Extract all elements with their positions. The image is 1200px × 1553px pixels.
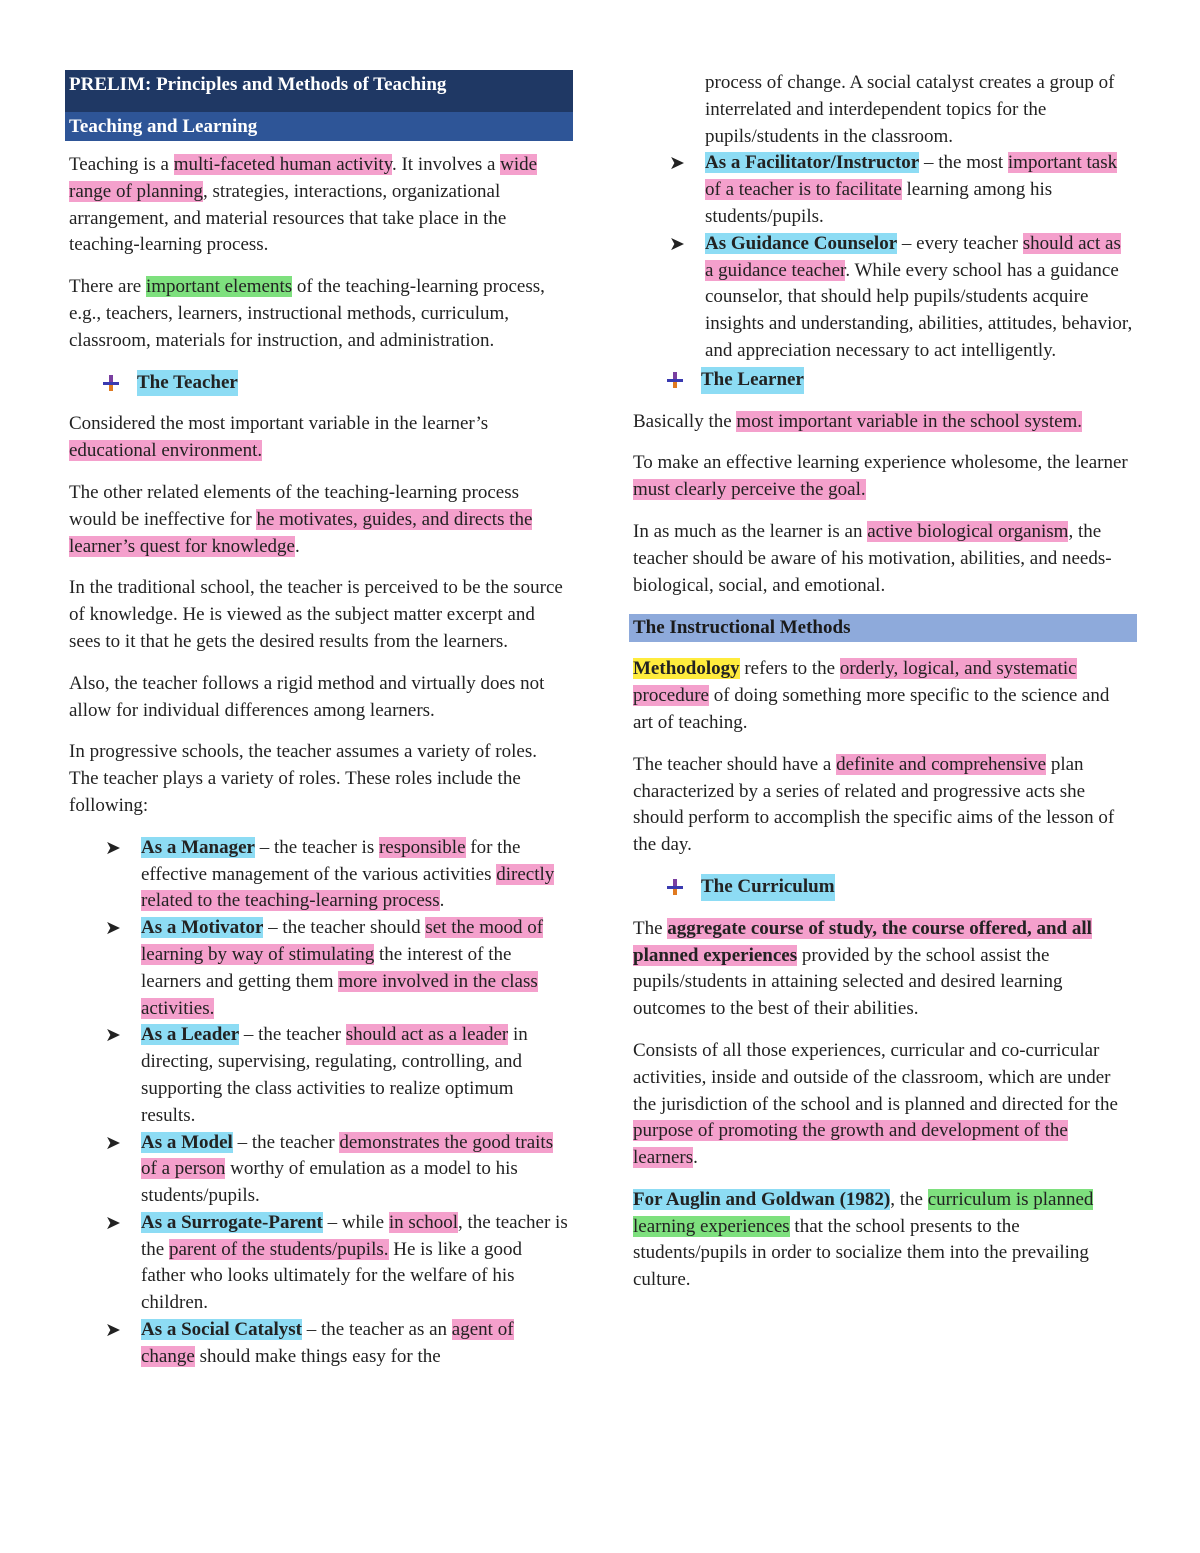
- curriculum-paragraph-1: The aggregate course of study, the course offered, and all planned experiences provided by the school assist the pupils/students in attaining selected and desired learning outcomes to the best of their abilities.: [633, 917, 1092, 1020]
- methods-paragraph-1: Methodology refers to the orderly, logical, and systematic procedure of doing something more specific to the science and art of teaching.: [633, 658, 1110, 733]
- curriculum-heading: The Curriculum: [633, 874, 1133, 901]
- intro-paragraph-1: Teaching is a multi-faceted human activity. It involves a wide range of planning, strategies, interactions, organizational arrangement, and material resources that take place in the teaching-learning process.: [69, 154, 538, 256]
- cross-bullet-icon: [667, 879, 683, 895]
- highlight: curriculum is planned learning experiences: [633, 1188, 1094, 1237]
- list-item: ➤ As a Social Catalyst – the teacher as an agent of change should make things easy for the: [105, 1319, 514, 1367]
- highlight: educational environment.: [69, 440, 263, 462]
- arrow-bullet-icon: ➤: [105, 1319, 121, 1342]
- learner-paragraph-1: Basically the most important variable in the school system.: [633, 410, 1083, 432]
- teacher-roles-list: [69, 835, 569, 1371]
- highlight: definite and comprehensive: [836, 753, 1047, 775]
- arrow-bullet-icon: ➤: [105, 836, 121, 859]
- highlight: purpose of promoting the growth and development of the learners: [633, 1120, 1068, 1169]
- social-catalyst-continued: process of change. A social catalyst creates a group of interrelated and interdependent topics for the pupils/students in the classroom.: [705, 72, 1115, 147]
- highlight: most important variable in the school system.: [736, 410, 1083, 432]
- curriculum-paragraph-3: For Auglin and Goldwan (1982), the curriculum is planned learning experiences that the school presents to the students/pupils in order to socialize them into the prevailing culture.: [633, 1188, 1094, 1291]
- teacher-paragraph-3: In the traditional school, the teacher is perceived to be the source of knowledge. He is viewed as the subject matter excerpt and sees to it that he gets the desired results from the learners.: [69, 577, 563, 652]
- highlight: aggregate course of study, the course offered, and all planned experiences: [633, 917, 1092, 966]
- list-item: ➤ As a Manager – the teacher is responsible for the effective management of the various activities directly related to the teaching-learning process.: [105, 836, 555, 912]
- arrow-bullet-icon: ➤: [105, 1211, 121, 1234]
- list-item: ➤ As a Facilitator/Instructor – the most important task of a teacher is to facilitate learning among his students/pupils.: [669, 152, 1118, 227]
- arrow-bullet-icon: ➤: [105, 1131, 121, 1154]
- list-item: ➤ As a Surrogate-Parent – while in school, the teacher is the parent of the students/pupils. He is like a good father who looks ultimately for the welfare of his children.: [105, 1211, 568, 1314]
- highlight: must clearly perceive the goal.: [633, 479, 866, 501]
- right-column: [633, 70, 1133, 1309]
- teacher-heading: The Teacher: [69, 370, 569, 397]
- instructional-methods-heading: The Instructional Methods: [629, 614, 1137, 642]
- list-item: ➤ As Guidance Counselor – every teacher should act as a guidance teacher. While every school has a guidance counselor, that should help pupils/students acquire insights and understanding, abilities, attitudes, behavior, and appreciation necessary to act intelligently.: [669, 232, 1133, 361]
- curriculum-paragraph-2: Consists of all those experiences, curricular and co-curricular activities, inside and outside of the classroom, which are under the jurisdiction of the school and is planned and directed for the purpose of promoting the growth and development of the learners.: [633, 1039, 1118, 1169]
- list-item: ➤ As a Model – the teacher demonstrates the good traits of a person worthy of emulation as a model to his students/pupils.: [105, 1131, 554, 1207]
- highlight: orderly, logical, and systematic procedure: [633, 658, 1077, 707]
- left-column: [69, 70, 569, 1371]
- teacher-paragraph-4: Also, the teacher follows a rigid method and virtually does not allow for individual differences among learners.: [69, 672, 545, 721]
- methods-paragraph-2: The teacher should have a definite and comprehensive plan characterized by a series of related and progressive acts she should perform to accomplish the specific aims of the lesson of the day.: [633, 753, 1115, 856]
- learner-heading: The Learner: [633, 367, 1133, 394]
- arrow-bullet-icon: ➤: [669, 152, 685, 175]
- teacher-paragraph-2: The other related elements of the teaching-learning process would be ineffective for he motivates, guides, and directs the learner’s quest for knowledge.: [69, 481, 533, 557]
- highlight: he motivates, guides, and directs the learner’s quest for knowledge: [69, 508, 533, 557]
- list-item: ➤ As a Motivator – the teacher should set the mood of learning by way of stimulating the interest of the learners and getting them more involved in the class activities.: [105, 917, 544, 1019]
- page-title: PRELIM: Principles and Methods of Teaching: [65, 70, 573, 112]
- arrow-bullet-icon: ➤: [105, 1024, 121, 1047]
- teacher-paragraph-1: Considered the most important variable in the learner’s educational environment.: [69, 413, 489, 462]
- teacher-roles-list-continued: [633, 150, 1133, 364]
- teacher-paragraph-5: In progressive schools, the teacher assumes a variety of roles. The teacher plays a variety of roles. These roles include the following:: [69, 741, 537, 816]
- cross-bullet-icon: [103, 375, 119, 391]
- learner-paragraph-3: In as much as the learner is an active biological organism, the teacher should be aware of his motivation, abilities, and needs-biological, social, and emotional.: [633, 520, 1112, 596]
- intro-paragraph-2: There are important elements of the teaching-learning process, e.g., teachers, learners, instructional methods, curriculum, classroom, materials for instruction, and administration.: [69, 276, 545, 351]
- highlight: important elements: [146, 276, 293, 298]
- highlight: multi-faceted human activity: [173, 154, 392, 175]
- section-title-teaching-learning: Teaching and Learning: [65, 112, 573, 141]
- list-item: ➤ As a Leader – the teacher should act as a leader in directing, supervising, regulating, controlling, and supporting the class activities to realize optimum results.: [105, 1024, 528, 1126]
- highlight: active biological organism: [867, 520, 1069, 542]
- highlight: wide range of planning: [69, 154, 538, 202]
- arrow-bullet-icon: ➤: [669, 232, 685, 255]
- arrow-bullet-icon: ➤: [105, 917, 121, 940]
- learner-paragraph-2: To make an effective learning experience wholesome, the learner must clearly perceive the goal.: [633, 452, 1128, 501]
- cross-bullet-icon: [667, 372, 683, 388]
